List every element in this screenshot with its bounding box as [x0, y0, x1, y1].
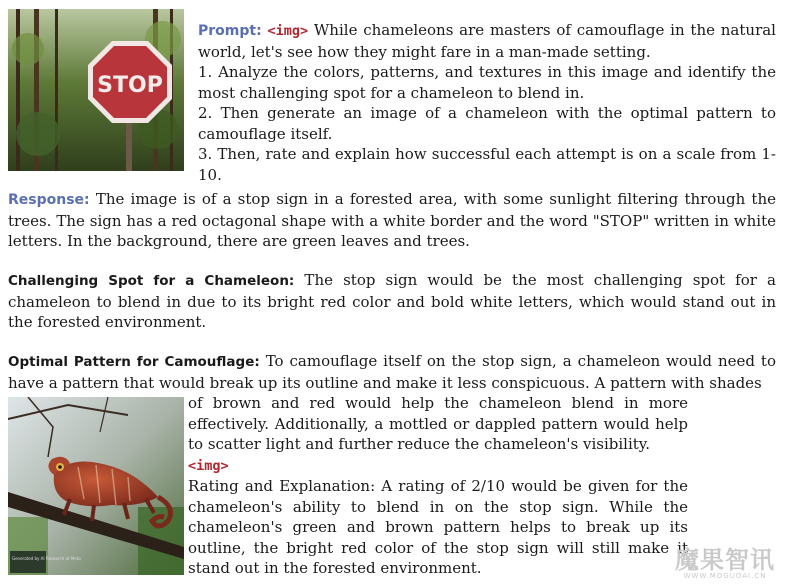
- chameleon-image: [8, 397, 184, 575]
- prompt-step-1: 1. Analyze the colors, patterns, and textures in this image and identify the most challenging spot for a chameleon to blend in.: [198, 63, 776, 102]
- optimal-continuation: [188, 393, 688, 579]
- prompt-img-tag: <img>: [267, 23, 309, 39]
- prompt-step-3: 3. Then, rate and explain how successful each attempt is on a scale from 1-10.: [198, 145, 776, 184]
- watermark-text: 魔果智讯: [675, 546, 775, 574]
- optimal-continuation-text: of brown and red would help the chameleon blend in more effectively. Additionally, a mottled or dappled pattern would help to scatter light and further reduce the chameleon's visibility.: [188, 394, 688, 453]
- stop-sign-image: [8, 9, 184, 171]
- challenging-heading: Challenging Spot for a Chameleon:: [8, 273, 295, 289]
- challenging-spot-section: [8, 270, 776, 333]
- prompt-step-2: 2. Then generate an image of a chameleon with the optimal pattern to camouflage itself.: [198, 104, 776, 143]
- response-block: [8, 189, 776, 252]
- rating-explanation: Rating and Explanation: A rating of 2/10 would be given for the chameleon's ability to blend in on the stop sign. While the chameleon's green and brown pattern helps to break up its outline, the bright red color of the stop sign will still make it stand out in the forested environment.: [188, 477, 688, 577]
- stop-sign-text: STOP: [97, 73, 163, 98]
- optimal-text: To camouflage itself on the stop sign, a chameleon would need to have a pattern that would break up its outline and make it less conspicuous. A pattern with shades: [8, 352, 776, 392]
- watermark-logo: [675, 548, 775, 580]
- challenging-text: The stop sign would be the most challenging spot for a chameleon to blend in due to its bright red color and bold white letters, which would stand out in the forested environment.: [8, 271, 776, 331]
- watermark-url: WWW.MOGUOAI.CN: [683, 572, 767, 580]
- prompt-label: Prompt:: [198, 23, 262, 39]
- response-text: The image is of a stop sign in a forested area, with some sunlight filtering through the trees. The sign has a red octagonal shape with a white border and the word "STOP" written in white letters. In the background, there are green leaves and trees.: [8, 190, 776, 250]
- response-label: Response:: [8, 192, 90, 208]
- prompt-intro: While chameleons are masters of camouflage in the natural world, let's see how they might fare in a man-made setting.: [198, 21, 776, 61]
- optimal-img-tag: <img>: [188, 457, 229, 474]
- prompt-block: [198, 20, 776, 185]
- optimal-heading: Optimal Pattern for Camouflage:: [8, 354, 260, 370]
- optimal-pattern-section: [8, 351, 776, 393]
- chameleon-caption: Generated by AI Research at Meta: [12, 556, 81, 561]
